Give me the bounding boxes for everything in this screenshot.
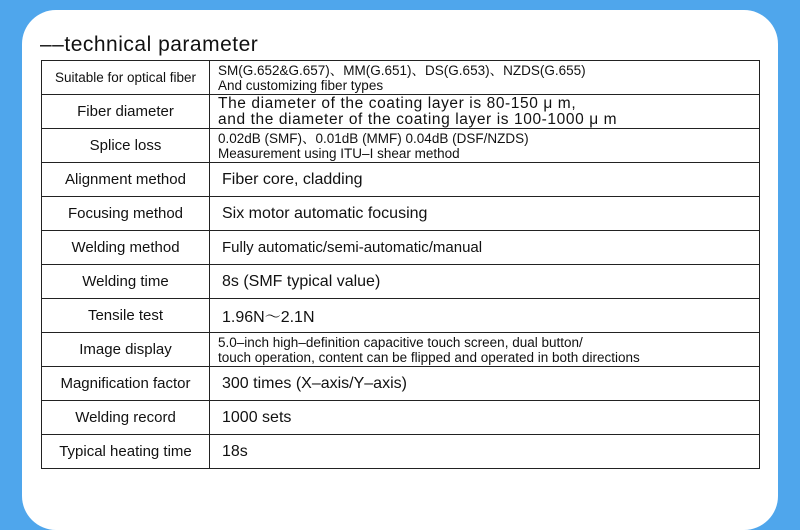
row-label: Typical heating time [42,435,210,469]
table-row [42,163,760,197]
table-row [42,333,760,367]
table-row [42,231,760,265]
table-row [42,265,760,299]
row-value: Six motor automatic focusing [210,197,760,231]
row-label: Welding time [42,265,210,299]
table-row [42,401,760,435]
table-row [42,95,760,129]
table-row [42,129,760,163]
row-value: 1.96N～2.1N [210,299,760,333]
row-value: Fiber core, cladding [210,163,760,197]
row-value [210,61,760,95]
value-line: and the diameter of the coating layer is 100-1000 μ m [218,110,618,128]
row-label: Welding record [42,401,210,435]
table-row [42,61,760,95]
row-value: 300 times (X–axis/Y–axis) [210,367,760,401]
value-line: 0.02dB (SMF)、0.01dB (MMF) 0.04dB (DSF/NZDS) [218,130,529,146]
row-value [210,95,760,129]
parameter-table [41,60,760,469]
row-label: Alignment method [42,163,210,197]
row-value [210,129,760,163]
value-line: Measurement using ITU–I shear method [218,145,460,161]
row-label: Tensile test [42,299,210,333]
row-label: Splice loss [42,129,210,163]
section-heading: ––technical parameter [40,33,259,56]
row-value: Fully automatic/semi-automatic/manual [210,231,760,265]
row-value: 1000 sets [210,401,760,435]
row-label: Image display [42,333,210,367]
table-row [42,197,760,231]
row-value: 8s (SMF typical value) [210,265,760,299]
table-row [42,367,760,401]
value-line: touch operation, content can be flipped and operated in both directions [218,349,640,365]
value-line: SM(G.652&G.657)、MM(G.651)、DS(G.653)、NZDS(G.655) [218,62,586,78]
value-line: 5.0–inch high–definition capacitive touch screen, dual button/ [218,334,583,350]
table-row [42,299,760,333]
row-label: Suitable for optical fiber [42,61,210,95]
value-line: And customizing fiber types [218,77,384,93]
row-value [210,333,760,367]
row-label: Focusing method [42,197,210,231]
row-label: Fiber diameter [42,95,210,129]
value-line: The diameter of the coating layer is 80-150 μ m, [218,94,577,112]
table-row [42,435,760,469]
row-label: Welding method [42,231,210,265]
row-value: 18s [210,435,760,469]
row-label: Magnification factor [42,367,210,401]
